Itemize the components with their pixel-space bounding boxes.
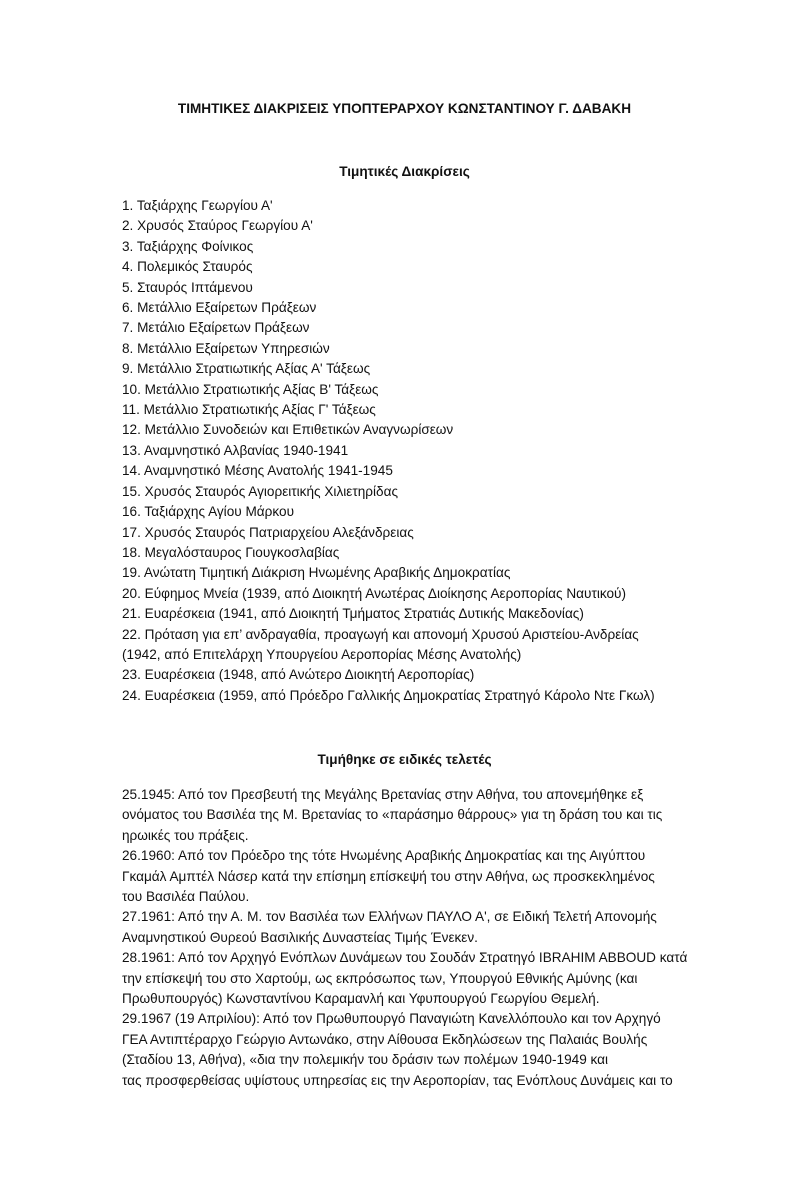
ceremony-item: [122, 846, 702, 907]
award-item-line: 1. Ταξιάρχης Γεωργίου Α': [122, 198, 273, 213]
award-item-line: (1942, από Επιτελάρχη Υπουργείου Αεροπορίας Μέσης Ανατολής): [122, 646, 522, 662]
award-item: [122, 604, 702, 624]
award-item-line: 10. Μετάλλιο Στρατιωτικής Αξίας Β' Τάξεως: [122, 381, 379, 397]
award-item: [122, 318, 702, 338]
award-item: [122, 543, 702, 563]
ceremony-item-line: 27.1961: Από την Α. Μ. τον Βασιλέα των Ελλήνων ΠΑΥΛΟ Α', σε Ειδική Τελετή Απονομής: [122, 909, 657, 925]
award-item: [122, 482, 702, 502]
award-item-line: 8. Μετάλλιο Εξαίρετων Υπηρεσιών: [122, 340, 330, 356]
section-heading-honors: Τιμητικές Διακρίσεις: [339, 164, 470, 179]
ceremony-item-line: Πρωθυπουργός) Κωνσταντίνου Καραμανλή και Υφυπουργού Γεωργίου Θεμελή.: [122, 991, 600, 1007]
award-item-line: 23. Ευαρέσκεια (1948, από Ανώτερο Διοικητή Αεροπορίας): [122, 667, 475, 683]
award-item: [122, 563, 702, 583]
award-item: [122, 625, 702, 666]
award-item: [122, 420, 702, 440]
ceremony-item: [122, 907, 702, 948]
award-item: [122, 523, 702, 543]
section-heading-ceremonies: Τιμήθηκε σε ειδικές τελετές: [317, 752, 492, 767]
award-item-line: 16. Ταξιάρχης Αγίου Μάρκου: [122, 504, 295, 520]
award-item: [122, 380, 702, 400]
ceremony-item-line: 29.1967 (19 Απριλίου): Από τον Πρωθυπουργό Παναγιώτη Κανελλόπουλο και τον Αρχηγό: [122, 1011, 661, 1027]
award-item-line: 5. Σταυρός Ιπτάμενου: [122, 279, 253, 295]
ceremony-item-line: την επίσκεψή του στο Χαρτούμ, ως εκπρόσωπος των, Υπουργού Εθνικής Αμύνης (και: [122, 970, 638, 986]
award-item-line: 21. Ευαρέσκεια (1941, από Διοικητή Τμήματος Στρατιάς Δυτικής Μακεδονίας): [122, 606, 584, 622]
award-item-line: 20. Εύφημος Μνεία (1939, από Διοικητή Ανωτέρας Διοίκησης Αεροπορίας Ναυτικού): [122, 585, 627, 601]
award-item: [122, 278, 702, 298]
award-item-line: 24. Ευαρέσκεια (1959, από Πρόεδρο Γαλλικής Δημοκρατίας Στρατηγό Κάρολο Ντε Γκωλ): [122, 687, 655, 703]
ceremony-item-line: ονόματος του Βασιλέα της Μ. Βρετανίας το «παράσημο θάρρους» για τη δράση του και τις: [122, 807, 663, 823]
award-item-line: 9. Μετάλλιο Στρατιωτικής Αξίας Α' Τάξεως: [122, 361, 371, 377]
award-item-line: 18. Μεγαλόσταυρος Γιουγκοσλαβίας: [122, 544, 340, 560]
ceremony-item-line: 28.1961: Από τον Αρχηγό Ενόπλων Δυνάμεων του Σουδάν Στρατηγό IBRAHIM ABBOUD κατά: [122, 950, 688, 966]
award-item-line: 15. Χρυσός Σταυρός Αγιορειτικής Χιλιετηρίδας: [122, 483, 398, 499]
award-item-line: 14. Αναμνηστικό Μέσης Ανατολής 1941-1945: [122, 463, 393, 479]
award-item: [122, 257, 702, 277]
award-item: [122, 584, 702, 604]
award-item-line: 2. Χρυσός Σταύρος Γεωργίου Α': [122, 218, 313, 234]
ceremonies-list: [122, 785, 702, 1091]
ceremony-item: [122, 785, 702, 846]
award-item: [122, 665, 702, 685]
award-item: [122, 216, 702, 236]
award-item-line: 22. Πρόταση για επ’ ανδραγαθία, προαγωγή και απονομή Χρυσού Αριστείου-Ανδρείας: [122, 626, 639, 642]
award-item-line: 4. Πολεμικός Σταυρός: [122, 259, 253, 275]
award-item: [122, 400, 702, 420]
ceremony-item-line: (Σταδίου 13, Αθήνα), «δια την πολεμικήν του δράσιν των πολέμων 1940-1949 και: [122, 1052, 609, 1068]
award-item: [122, 237, 702, 257]
award-item: [122, 339, 702, 359]
ceremony-item: [122, 1009, 702, 1091]
ceremony-item-line: 26.1960: Από τον Πρόεδρο της τότε Ηνωμένης Αραβικής Δημοκρατίας και της Αιγύπτου: [122, 848, 646, 864]
award-item: [122, 359, 702, 379]
award-item-line: 12. Μετάλλιο Συνοδειών και Επιθετικών Αναγνωρίσεων: [122, 422, 454, 438]
ceremony-item: [122, 948, 702, 1009]
award-item: [122, 441, 702, 461]
award-item-line: 19. Ανώτατη Τιμητική Διάκριση Ηνωμένης Αραβικής Δημοκρατίας: [122, 565, 511, 581]
ceremony-item-line: ηρωικές του πράξεις.: [122, 827, 249, 843]
award-item-line: 17. Χρυσός Σταυρός Πατριαρχείου Αλεξάνδρειας: [122, 524, 414, 540]
awards-list: [122, 196, 702, 706]
ceremony-item-line: 25.1945: Από τον Πρεσβευτή της Μεγάλης Βρετανίας στην Αθήνα, του απονεμήθηκε εξ: [122, 787, 644, 802]
award-item: [122, 461, 702, 481]
award-item: [122, 686, 702, 706]
ceremony-item-line: Γκαμάλ Αμπτέλ Νάσερ κατά την επίσημη επίσκεψή του στην Αθήνα, ως προσκεκλημένος: [122, 868, 655, 884]
award-item: [122, 196, 702, 216]
award-item-line: 11. Μετάλλιο Στρατιωτικής Αξίας Γ' Τάξεως: [122, 402, 376, 418]
award-item-line: 13. Αναμνηστικό Αλβανίας 1940-1941: [122, 442, 349, 458]
award-item: [122, 298, 702, 318]
ceremony-item-line: ΓΕΑ Αντιπτέραρχο Γεώργιο Αντωνάκο, στην Αίθουσα Εκδηλώσεων της Παλαιάς Βουλής: [122, 1031, 648, 1047]
document-title: ΤΙΜΗΤΙΚΕΣ ΔΙΑΚΡΙΣΕΙΣ ΥΠΟΠΤΕΡΑΡΧΟΥ ΚΩΝΣΤΑΝΤΙΝΟΥ Γ. ΔΑΒΑΚΗ: [177, 101, 632, 116]
award-item-line: 3. Ταξιάρχης Φοίνικος: [122, 238, 254, 254]
ceremony-item-line: τας προσφερθείσας υψίστους υπηρεσίας εις την Αεροπορίαν, τας Ενόπλους Δυνάμεις και το: [122, 1072, 673, 1088]
award-item-line: 6. Μετάλλιο Εξαίρετων Πράξεων: [122, 300, 317, 316]
award-item-line: 7. Μετάλιο Εξαίρετων Πράξεων: [122, 320, 310, 336]
award-item: [122, 502, 702, 522]
ceremony-item-line: Αναμνηστικού Θυρεού Βασιλικής Δυναστείας Τιμής Ένεκεν.: [122, 929, 478, 945]
ceremony-item-line: του Βασιλέα Παύλου.: [122, 889, 250, 905]
